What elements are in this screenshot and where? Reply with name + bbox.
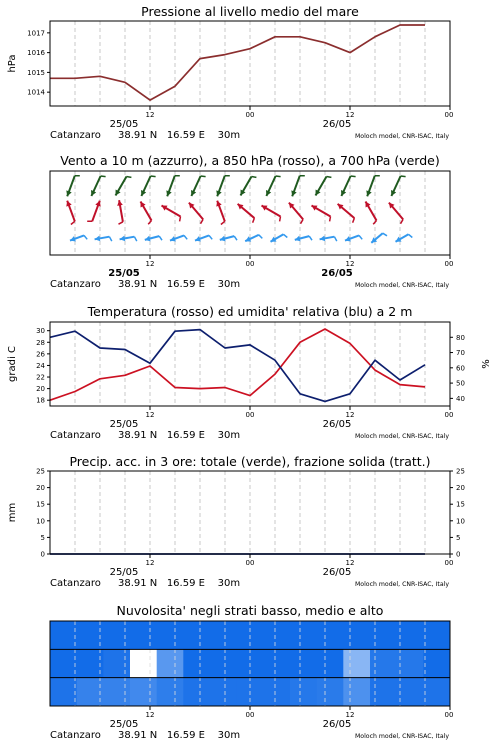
wind-arrow-barb — [234, 236, 237, 240]
y-tick-label: 28 — [36, 338, 45, 347]
wind-arrow-10-m — [220, 236, 237, 242]
wind-arrow-barb — [334, 237, 336, 241]
model-credit: Moloch model, CNR-ISAC, Italy — [354, 733, 449, 740]
station-coords: 38.91 N 16.59 E 30m — [118, 578, 241, 589]
wind-arrow-barb — [330, 217, 331, 222]
x-tick-label: 12 — [345, 111, 355, 119]
panel-0-title: Pressione al livello medio del mare — [141, 4, 359, 19]
wind-arrow-barb — [253, 218, 255, 223]
y-tick-label-right: 10 — [456, 517, 465, 526]
cloud-cell-medio — [397, 649, 424, 677]
wind-arrow-850-hPa — [389, 203, 403, 224]
wind-arrow-barb — [71, 221, 75, 224]
wind-arrow-700-hPa — [241, 177, 257, 196]
wind-arrow-barb — [359, 235, 362, 239]
wind-arrow-barb — [201, 176, 206, 177]
y-tick-label: 26 — [36, 350, 45, 359]
y-tick-label-right: 0 — [456, 550, 461, 559]
cloud-cell-medio — [423, 649, 450, 677]
station-coords: 38.91 N 16.59 E 30m — [118, 279, 241, 290]
wind-arrow-barb — [252, 177, 257, 178]
wind-arrow-850-hPa — [162, 206, 181, 222]
wind-arrow-barb — [301, 219, 304, 223]
x-tick-label: 00 — [444, 260, 454, 268]
x-tick-label: 12 — [345, 559, 355, 567]
wind-arrow-700-hPa — [291, 176, 305, 197]
wind-arrow-barb — [84, 235, 87, 239]
panel-0-grid — [75, 21, 425, 106]
cloud-cell-alto — [397, 621, 424, 649]
wind-arrow-10-m — [195, 235, 212, 241]
wind-arrow-10-m — [245, 235, 262, 242]
x-tick-label: 12 — [345, 711, 355, 719]
wind-arrow-10-m — [70, 235, 87, 241]
x-tick-label: 00 — [444, 711, 454, 719]
wind-arrow-850-hPa — [238, 204, 255, 223]
y-tick-label: 5 — [40, 533, 45, 542]
x-tick-label: 00 — [245, 260, 255, 268]
cloud-cell-alto — [183, 621, 210, 649]
wind-arrow-850-hPa — [87, 201, 101, 222]
date-label: 25/05 — [108, 268, 140, 279]
wind-arrow-barb — [201, 219, 204, 223]
y-axis-label-right: % — [481, 359, 492, 369]
wind-arrow-850-hPa — [216, 201, 225, 225]
cloud-cell-alto — [103, 621, 130, 649]
cloud-cell-alto — [423, 621, 450, 649]
cloud-cell-medio — [210, 649, 237, 677]
cloud-cell-alto — [317, 621, 344, 649]
temperature-line — [50, 329, 425, 400]
x-tick-label: 00 — [245, 111, 255, 119]
x-tick-label: 00 — [444, 411, 454, 419]
y-tick-label: 1016 — [27, 49, 45, 58]
cloud-cell-medio — [317, 649, 344, 677]
wind-arrow-850-hPa — [289, 203, 303, 224]
cloud-cell-alto — [343, 621, 370, 649]
cloud-cell-basso — [423, 678, 450, 706]
cloud-cell-basso — [50, 678, 77, 706]
wind-arrow-10-m — [271, 234, 288, 242]
y-tick-label: 1017 — [27, 29, 45, 38]
wind-arrow-barb — [221, 221, 225, 224]
wind-arrow-barb — [401, 219, 404, 223]
date-label: 25/05 — [109, 719, 139, 730]
cloud-cell-basso — [290, 678, 317, 706]
cloud-cell-alto — [290, 621, 317, 649]
wind-arrow-10-m — [295, 236, 312, 242]
station-coords: 38.91 N 16.59 E 30m — [118, 730, 241, 741]
wind-arrow-barb — [276, 176, 281, 177]
cloud-cell-medio — [290, 649, 317, 677]
wind-arrow-10-m — [170, 235, 187, 241]
x-tick-label: 12 — [145, 411, 155, 419]
wind-arrow-700-hPa — [191, 176, 206, 196]
wind-arrow-barb — [151, 176, 156, 177]
x-tick-label: 00 — [444, 111, 454, 119]
cloud-cell-alto — [130, 621, 157, 649]
cloud-cell-basso — [263, 678, 290, 706]
cloud-cell-basso — [343, 678, 370, 706]
x-tick-label: 12 — [345, 260, 355, 268]
cloud-cell-basso — [370, 678, 397, 706]
y-tick-label-right: 25 — [456, 467, 465, 476]
wind-arrow-barb — [309, 236, 312, 240]
wind-arrow-barb — [159, 236, 162, 240]
y-tick-label: 10 — [36, 517, 45, 526]
wind-arrow-700-hPa — [216, 176, 230, 197]
wind-arrow-barb — [119, 222, 123, 224]
cloud-cell-medio — [370, 649, 397, 677]
date-label: 26/05 — [322, 419, 352, 430]
x-tick-label: 00 — [245, 559, 255, 567]
cloud-cell-medio — [157, 649, 184, 677]
x-tick-label: 00 — [245, 711, 255, 719]
x-tick-label: 12 — [145, 111, 155, 119]
wind-arrow-barb — [209, 235, 212, 239]
cloud-cell-alto — [157, 621, 184, 649]
wind-arrow-700-hPa — [391, 176, 406, 196]
cloud-cell-basso — [397, 678, 424, 706]
cloud-cell-alto — [370, 621, 397, 649]
station-coords: 38.91 N 16.59 E 30m — [118, 430, 241, 441]
wind-arrow-10-m — [120, 236, 137, 242]
wind-arrow-10-m — [371, 233, 387, 243]
x-tick-label: 12 — [345, 411, 355, 419]
panel-1-title: Vento a 10 m (azzurro), a 850 hPa (rosso), a 700 hPa (verde) — [60, 153, 440, 168]
wind-arrow-barb — [409, 234, 413, 237]
wind-arrow-700-hPa — [116, 177, 132, 196]
cloud-cell-medio — [263, 649, 290, 677]
panel-4-title: Nuvolosita' negli strati basso, medio e alto — [116, 603, 384, 618]
y-axis-label: gradi C — [7, 346, 18, 382]
wind-arrow-10-m — [320, 236, 337, 242]
panel-3-grid — [75, 471, 425, 554]
y-tick-label-right: 20 — [456, 484, 465, 493]
model-credit: Moloch model, CNR-ISAC, Italy — [354, 282, 449, 289]
station-name: Catanzaro — [50, 730, 101, 741]
wind-arrow-850-hPa — [66, 201, 75, 225]
y-axis-label: mm — [7, 502, 18, 523]
date-label: 26/05 — [322, 719, 352, 730]
y-axis-label: hPa — [7, 54, 18, 73]
y-tick-label: 1015 — [27, 68, 45, 77]
y-tick-label: 22 — [36, 373, 45, 382]
y-tick-label-right: 5 — [456, 533, 461, 542]
x-tick-label: 12 — [145, 559, 155, 567]
wind-arrow-850-hPa — [338, 204, 355, 223]
panel-3-title: Precip. acc. in 3 ore: totale (verde), frazione solida (tratt.) — [69, 454, 431, 469]
cloud-cell-medio — [343, 649, 370, 677]
wind-arrow-700-hPa — [66, 176, 80, 197]
cloud-cell-basso — [183, 678, 210, 706]
station-name: Catanzaro — [50, 130, 101, 141]
wind-arrow-10-m — [145, 236, 162, 242]
date-label: 26/05 — [322, 567, 352, 578]
wind-arrow-700-hPa — [166, 176, 180, 197]
y-tick-label-right: 50 — [456, 379, 465, 388]
y-tick-label-right: 70 — [456, 349, 465, 358]
cloud-cell-alto — [210, 621, 237, 649]
y-tick-label: 15 — [36, 500, 45, 509]
wind-arrow-850-hPa — [117, 200, 123, 224]
date-label: 25/05 — [109, 419, 139, 430]
y-tick-label-right: 80 — [456, 333, 465, 342]
wind-arrow-10-m — [95, 236, 112, 242]
wind-arrow-barb — [259, 235, 263, 239]
x-tick-label: 00 — [245, 411, 255, 419]
wind-arrow-barb — [351, 176, 356, 177]
wind-arrow-barb — [284, 234, 288, 237]
wind-arrow-barb — [180, 217, 181, 222]
wind-arrow-barb — [327, 177, 332, 178]
wind-arrow-700-hPa — [341, 176, 356, 196]
date-label: 25/05 — [109, 119, 139, 130]
y-tick-label: 0 — [40, 550, 45, 559]
wind-arrow-barb — [109, 237, 111, 241]
wind-arrow-850-hPa — [312, 206, 331, 222]
cloud-cell-basso — [103, 678, 130, 706]
wind-arrow-barb — [184, 235, 187, 239]
wind-arrow-850-hPa — [189, 203, 203, 224]
x-tick-label: 12 — [145, 711, 155, 719]
wind-arrow-barb — [401, 176, 406, 177]
wind-arrow-850-hPa — [262, 206, 281, 222]
y-tick-label: 18 — [36, 396, 45, 405]
cloud-cell-medio — [130, 649, 157, 677]
wind-arrow-700-hPa — [366, 176, 380, 197]
date-label: 26/05 — [322, 119, 352, 130]
wind-arrow-barb — [280, 217, 281, 222]
wind-arrow-700-hPa — [141, 176, 156, 196]
panel-2-title: Temperatura (rosso) ed umidita' relativa (blu) a 2 m — [87, 304, 413, 319]
y-tick-label-right: 40 — [456, 394, 465, 403]
cloud-cell-alto — [263, 621, 290, 649]
model-credit: Moloch model, CNR-ISAC, Italy — [354, 433, 449, 440]
station-name: Catanzaro — [50, 430, 101, 441]
cloud-cell-medio — [103, 649, 130, 677]
cloud-cell-basso — [317, 678, 344, 706]
station-coords: 38.91 N 16.59 E 30m — [118, 130, 241, 141]
wind-arrow-barb — [353, 218, 355, 223]
station-name: Catanzaro — [50, 578, 101, 589]
wind-arrow-700-hPa — [266, 176, 281, 196]
x-tick-label: 00 — [444, 559, 454, 567]
cloud-cell-alto — [50, 621, 77, 649]
date-label: 25/05 — [109, 567, 139, 578]
y-tick-label: 20 — [36, 385, 45, 394]
cloud-cell-basso — [130, 678, 157, 706]
cloud-cell-medio — [183, 649, 210, 677]
y-tick-label-right: 15 — [456, 500, 465, 509]
wind-arrow-barb — [101, 176, 106, 177]
model-credit: Moloch model, CNR-ISAC, Italy — [354, 133, 449, 140]
humidity-line — [50, 330, 425, 402]
wind-arrow-10-m — [396, 234, 413, 242]
station-name: Catanzaro — [50, 279, 101, 290]
model-credit: Moloch model, CNR-ISAC, Italy — [354, 581, 449, 588]
wind-arrow-barb — [383, 233, 387, 236]
wind-arrow-700-hPa — [316, 177, 332, 196]
y-tick-label-right: 60 — [456, 364, 465, 373]
x-tick-label: 12 — [145, 260, 155, 268]
y-tick-label: 30 — [36, 327, 45, 336]
wind-arrow-700-hPa — [91, 176, 106, 196]
y-tick-label: 1014 — [27, 88, 45, 97]
wind-arrow-10-m — [345, 235, 362, 241]
cloud-cell-basso — [210, 678, 237, 706]
y-tick-label: 25 — [36, 467, 45, 476]
cloud-cell-medio — [50, 649, 77, 677]
y-tick-label: 20 — [36, 484, 45, 493]
pressure-line — [50, 25, 425, 100]
wind-arrow-barb — [134, 237, 136, 241]
y-tick-label: 24 — [36, 361, 45, 370]
wind-arrow-barb — [127, 177, 132, 178]
cloud-cell-basso — [157, 678, 184, 706]
date-label: 26/05 — [321, 268, 353, 279]
